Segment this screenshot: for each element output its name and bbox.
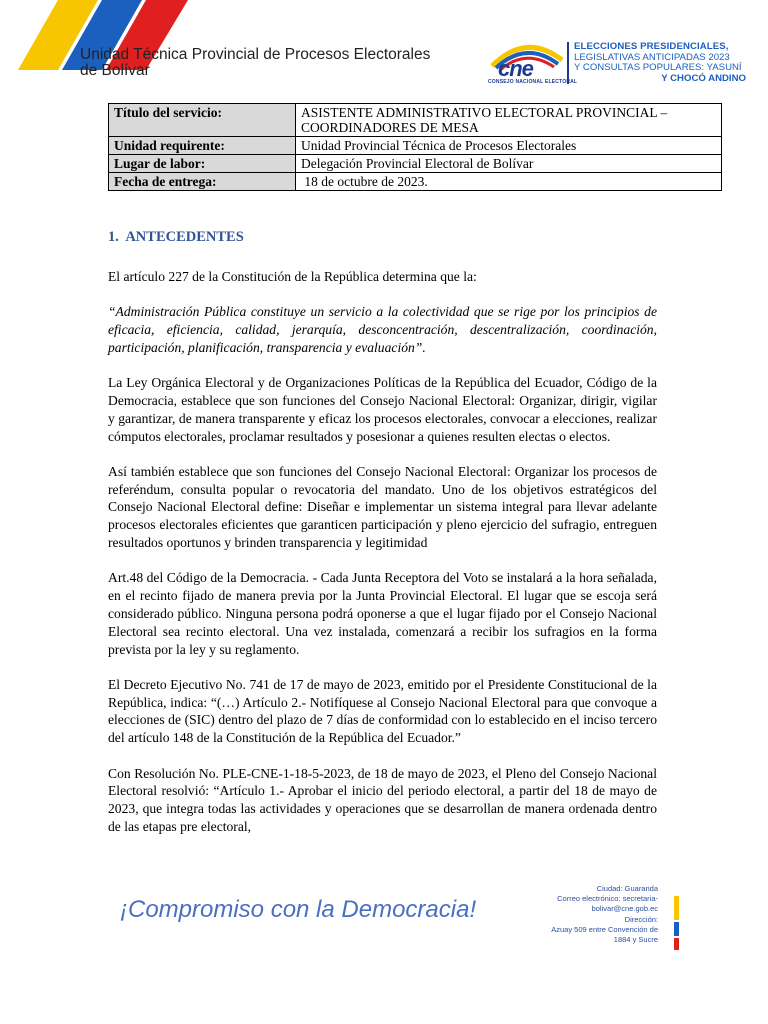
elections-banner-line2: LEGISLATIVAS ANTICIPADAS 2023 bbox=[574, 51, 730, 63]
paragraph: Art.48 del Código de la Democracia. - Cada Junta Receptora del Voto se instalará a la hora señalada, en el recinto fijado de manera previa por la Junta Provincial Electoral. El lugar que se escoja será considerado público. Ninguna persona podrá oponerse a que el lugar fijado por el Consejo Nacional Electoral sea recinto electoral. Una vez instalada, comenzará a recibir los sufragios en la forma prevista por la ley y su reglamento. bbox=[108, 570, 657, 657]
cne-logo-subtext: CONSEJO NACIONAL ELECTORAL bbox=[488, 79, 578, 85]
service-info-table bbox=[108, 103, 722, 191]
footer-email-label: Correo electrónico: secretaria- bbox=[557, 894, 658, 904]
table-value: Delegación Provincial Electoral de Bolívar bbox=[296, 155, 722, 173]
paragraph: El artículo 227 de la Constitución de la República determina que la: bbox=[108, 269, 477, 284]
footer-city: Ciudad: Guaranda bbox=[596, 884, 658, 893]
elections-banner-line3: Y CONSULTAS POPULARES: YASUNÍ bbox=[574, 62, 742, 74]
elections-banner-line4: Y CHOCÓ ANDINO bbox=[661, 72, 746, 84]
quote-paragraph: “Administración Pública constituye un servicio a la colectividad que se rige por los principios de eficacia, eficiencia, calidad, jerarquía, desconcentración, descentralización, coordinación, participación, planificación, transparencia y evaluación”. bbox=[108, 304, 657, 355]
table-row bbox=[109, 155, 722, 173]
unit-title-line2: de Bolívar bbox=[80, 62, 150, 79]
paragraph: Con Resolución No. PLE-CNE-1-18-5-2023, de 18 de mayo de 2023, el Pleno del Consejo Nacional Electoral resolvió: “Artículo 1.- Aprobar el inicio del periodo electoral, a partir del 18 de mayo de 2023, que integra todas las actividades y operaciones que se desarrollan de manera ordenada dentro de las etapas pre electoral, bbox=[108, 765, 657, 834]
table-row bbox=[109, 104, 722, 137]
document-body bbox=[108, 268, 657, 853]
cne-logo-text: cne bbox=[498, 56, 533, 81]
unit-title bbox=[80, 47, 460, 79]
footer-address-line1: Azuay 509 entre Convención de bbox=[551, 924, 658, 934]
paragraph: El Decreto Ejecutivo No. 741 de 17 de mayo de 2023, emitido por el Presidente Constitucional de la República, indica: “(…) Artículo 2.- Notifíquese al Consejo Nacional Electoral para que convoque a elecciones de (SIC) dentro del plazo de 7 días de conformidad con lo establecido en el inciso tercero del artículo 148 de la Constitución de la República del Ecuador.” bbox=[108, 676, 657, 746]
table-label: Título del servicio: bbox=[109, 104, 296, 137]
table-value: 18 de octubre de 2023. bbox=[296, 173, 722, 191]
unit-title-line1: Unidad Técnica Provincial de Procesos Electorales bbox=[80, 46, 431, 63]
table-value: ASISTENTE ADMINISTRATIVO ELECTORAL PROVINCIAL – COORDINADORES DE MESA bbox=[296, 104, 722, 137]
elections-banner-line1: ELECCIONES PRESIDENCIALES, bbox=[574, 41, 729, 52]
footer-address-label: Dirección: bbox=[624, 914, 658, 924]
section-heading: 1. ANTECEDENTES bbox=[108, 229, 244, 245]
table-row bbox=[109, 173, 722, 191]
paragraph: La Ley Orgánica Electoral y de Organizaciones Políticas de la República del Ecuador, Código de la Democracia, establece que son funciones del Consejo Nacional Electoral: Organizar, dirigir, vigilar y garantizar, de manera transparente y eficaz los procesos electorales, convocar a elecciones, realizar cómputos electorales, proclamar resultados y posesionar a quienes resulten electas o electos. bbox=[108, 375, 657, 444]
paragraph: Así también establece que son funciones del Consejo Nacional Electoral: Organizar los procesos de referéndum, consulta popular o revocatoria del mandato. Uno de los objetivos estratégicos del Consejo Nacional Electoral define: Diseñar e implementar un sistema integral para llevar adelante procesos electorales eficientes que garanticen participación y pleno ejercicio del sufragio, entreguen resultados oportunos y brinden transparencia y legitimidad bbox=[108, 463, 657, 551]
footer-flag-bars bbox=[671, 896, 683, 950]
table-label: Fecha de entrega: bbox=[109, 173, 296, 191]
table-label: Lugar de labor: bbox=[109, 155, 296, 173]
footer-email[interactable]: bolivar@cne.gob.ec bbox=[591, 904, 658, 914]
table-value: Unidad Provincial Técnica de Procesos Electorales bbox=[296, 137, 722, 155]
table-row bbox=[109, 137, 722, 155]
footer-slogan: ¡Compromiso con la Democracia! bbox=[120, 896, 477, 923]
footer-address-line2: 1884 y Sucre bbox=[613, 935, 658, 945]
footer-contact bbox=[510, 884, 658, 945]
table-label: Unidad requirente: bbox=[109, 137, 296, 155]
elections-banner bbox=[567, 42, 746, 84]
